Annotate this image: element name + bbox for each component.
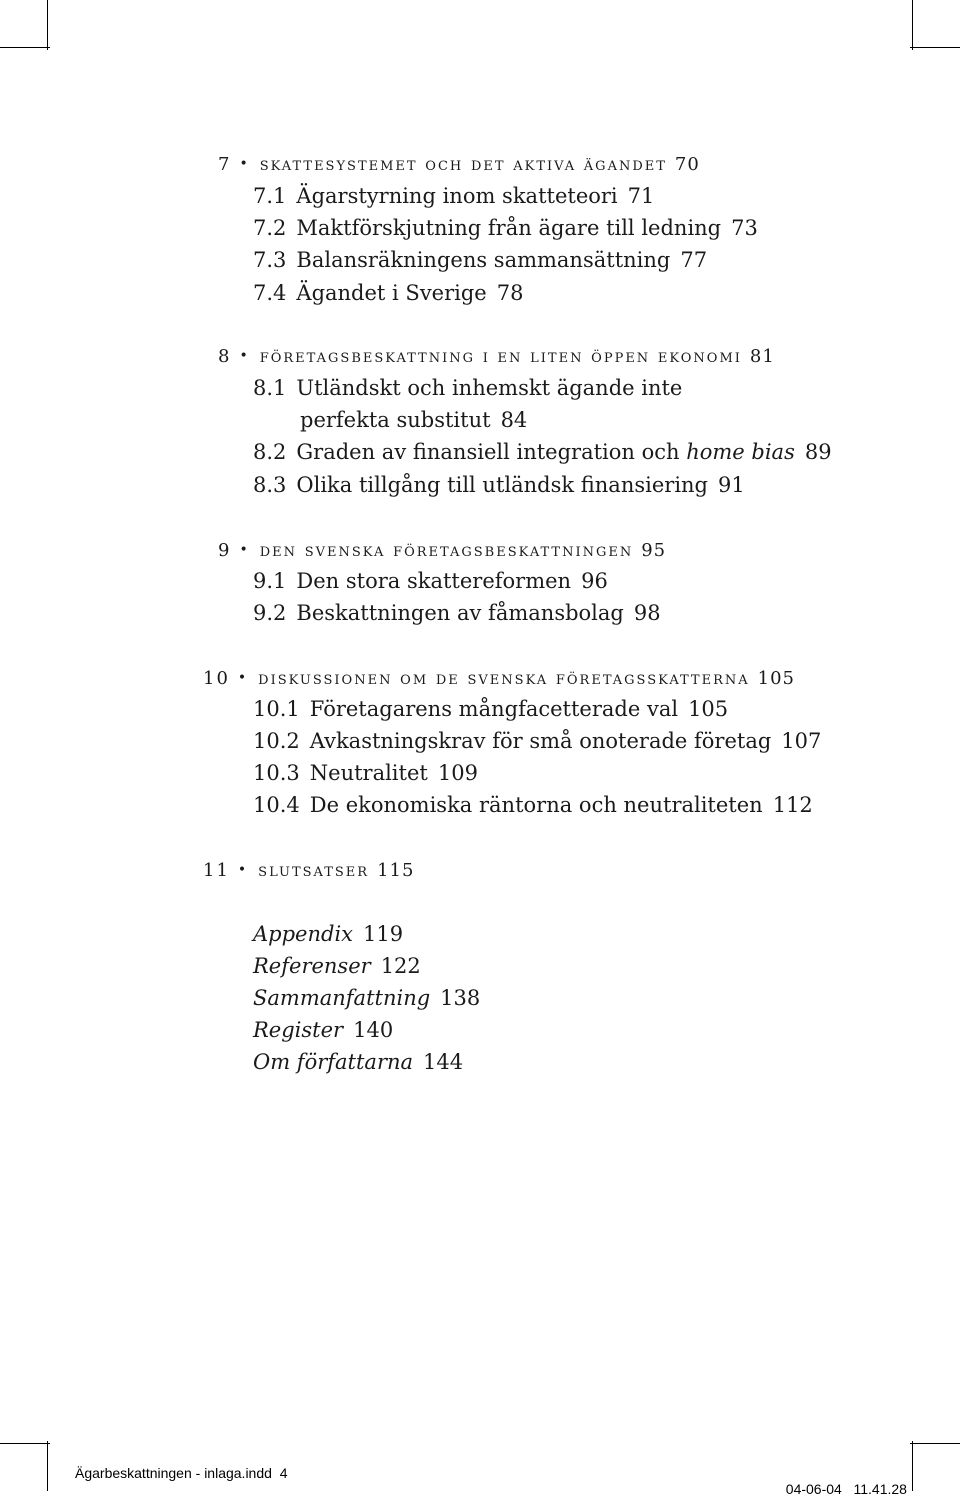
chapter-heading: 10 • diskussionen om de svenska företagsskatterna 105 xyxy=(203,668,795,689)
chapter-title: företagsbeskattning i en liten öppen ekonomi xyxy=(259,346,742,367)
page-number: 115 xyxy=(377,860,415,881)
section-entry: 9.1 Den stora skattereformen 96 xyxy=(253,569,608,593)
chapter-heading: 8 • företagsbeskattning i en liten öppen ekonomi 81 xyxy=(218,346,775,367)
chapter-heading: 9 • den svenska företagsbeskattningen 95 xyxy=(218,540,667,561)
slug-page: 4 xyxy=(279,1465,288,1481)
section-entry: 7.1 Ägarstyrning inom skatteteori 71 xyxy=(253,184,655,208)
chapter-heading: 11 • slutsatser 115 xyxy=(203,860,415,881)
section-entry: 8.3 Olika tillgång till utländsk finansiering 91 xyxy=(253,473,745,497)
section-entry-continuation: perfekta substitut 84 xyxy=(300,408,528,432)
section-entry: 9.2 Beskattningen av fåmansbolag 98 xyxy=(253,601,661,625)
slug-filename: Ägarbeskattningen - inlaga.indd 4 xyxy=(75,1465,288,1481)
back-matter-entry: Sammanfattning 138 xyxy=(253,986,481,1010)
section-entry: 10.1 Företagarens mångfacetterade val 105 xyxy=(253,697,729,721)
chapter-title: slutsatser xyxy=(258,860,370,881)
chapter-title: diskussionen om de svenska företagsskatterna xyxy=(258,668,750,689)
section-entry: 8.1 Utländskt och inhemskt ägande inte xyxy=(253,376,683,400)
section-entry: 10.2 Avkastningskrav för små onoterade företag 107 xyxy=(253,729,822,753)
back-matter-entry: Register 140 xyxy=(253,1018,394,1042)
slug-datetime: 04-06-04 11.41.28 xyxy=(785,1481,907,1497)
section-entry: 7.3 Balansräkningens sammansättning 77 xyxy=(253,248,708,272)
section-entry: 7.2 Maktförskjutning från ägare till ledning 73 xyxy=(253,216,758,240)
page-number: 105 xyxy=(757,668,795,689)
back-matter-entry: Referenser 122 xyxy=(253,954,421,978)
section-entry: 7.4 Ägandet i Sverige 78 xyxy=(253,281,524,305)
section-entry: 10.4 De ekonomiska räntorna och neutraliteten 112 xyxy=(253,793,813,817)
chapter-heading: 7 • skattesystemet och det aktiva ägandet 70 xyxy=(218,154,700,175)
section-entry: 8.2 Graden av finansiell integration och home bias 89 xyxy=(253,440,832,464)
chapter-title: den svenska företagsbeskattningen xyxy=(259,540,634,561)
back-matter-entry: Appendix 119 xyxy=(253,922,404,946)
page-number: 70 xyxy=(674,154,700,175)
chapter-title: skattesystemet och det aktiva ägandet xyxy=(259,154,667,175)
page-number: 81 xyxy=(749,346,775,367)
back-matter-entry: Om författarna 144 xyxy=(253,1050,464,1074)
page-number: 95 xyxy=(641,540,667,561)
section-entry: 10.3 Neutralitet 109 xyxy=(253,761,478,785)
